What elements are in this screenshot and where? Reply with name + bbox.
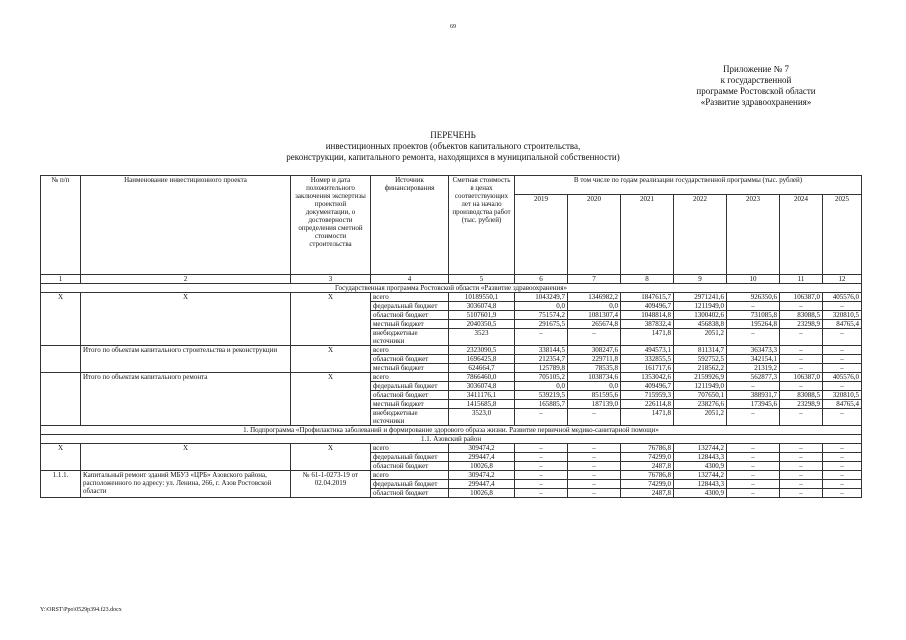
header-year: 2023 — [727, 195, 780, 275]
column-number: 6 — [515, 275, 568, 284]
expertise-cell: X — [291, 373, 371, 426]
funding-source-cell: областной бюджет — [371, 391, 449, 400]
year-value-cell: – — [727, 382, 780, 391]
year-value-cell: 0,0 — [568, 382, 621, 391]
year-value-cell: 0,0 — [515, 302, 568, 311]
year-value-cell: 811314,7 — [674, 346, 727, 355]
year-value-cell: – — [823, 355, 862, 364]
year-value-cell: 4300,9 — [674, 462, 727, 471]
year-value-cell: – — [780, 489, 823, 498]
year-value-cell: – — [568, 329, 621, 346]
year-value-cell: 229711,8 — [568, 355, 621, 364]
year-value-cell: 1346982,2 — [568, 293, 621, 302]
year-value-cell: 132744,2 — [674, 444, 727, 453]
year-value-cell: 0,0 — [568, 302, 621, 311]
funding-source-cell: всего — [371, 293, 449, 302]
year-value-cell: 405576,0 — [823, 373, 862, 382]
column-numbers-row — [41, 275, 862, 284]
year-value-cell: 173945,6 — [727, 400, 780, 409]
annex-line: к государственной — [720, 75, 792, 85]
column-number: 11 — [780, 275, 823, 284]
year-value-cell: 388931,7 — [727, 391, 780, 400]
section-title: Государственная программа Ростовской области «Развитие здравоохранения» — [41, 284, 862, 293]
year-value-cell: 1300402,6 — [674, 311, 727, 320]
year-value-cell: 2487,8 — [621, 489, 674, 498]
project-name-cell: X — [81, 293, 291, 346]
year-value-cell: 1211949,0 — [674, 382, 727, 391]
year-value-cell: – — [780, 302, 823, 311]
year-value-cell: 106387,0 — [780, 293, 823, 302]
year-value-cell: – — [823, 364, 862, 373]
funding-source-cell: всего — [371, 471, 449, 480]
funding-source-cell: областной бюджет — [371, 311, 449, 320]
year-value-cell: 338144,5 — [515, 346, 568, 355]
title-line: инвестиционных проектов (объектов капитального строительства, — [325, 141, 581, 151]
row-number-cell: X — [41, 293, 81, 346]
year-value-cell: 1847615,7 — [621, 293, 674, 302]
year-value-cell: 78535,8 — [568, 364, 621, 373]
year-value-cell: – — [780, 462, 823, 471]
year-value-cell: 212354,7 — [515, 355, 568, 364]
year-value-cell: – — [780, 382, 823, 391]
year-value-cell: – — [515, 329, 568, 346]
year-value-cell: 125789,8 — [515, 364, 568, 373]
year-value-cell: 226114,8 — [621, 400, 674, 409]
year-value-cell: – — [515, 444, 568, 453]
section-row — [41, 435, 862, 444]
year-value-cell: 76786,8 — [621, 471, 674, 480]
year-value-cell: – — [568, 444, 621, 453]
year-value-cell: 715959,3 — [621, 391, 674, 400]
year-value-cell: 851595,6 — [568, 391, 621, 400]
column-number: 8 — [621, 275, 674, 284]
year-value-cell: – — [823, 471, 862, 480]
estimated-cost-cell: 2040350,5 — [449, 320, 515, 329]
annex-line: Приложение № 7 — [723, 64, 789, 74]
funding-source-cell: всего — [371, 373, 449, 382]
header-years-title: В том числе по годам реализации государственной программы (тыс. рублей) — [515, 176, 862, 195]
header-year: 2024 — [780, 195, 823, 275]
estimated-cost-cell: 5107601,9 — [449, 311, 515, 320]
year-value-cell: 291675,5 — [515, 320, 568, 329]
year-value-cell: 83088,5 — [780, 391, 823, 400]
year-value-cell: 2051,2 — [674, 329, 727, 346]
year-value-cell: 707650,1 — [674, 391, 727, 400]
year-value-cell: – — [780, 355, 823, 364]
year-value-cell: 238276,6 — [674, 400, 727, 409]
funding-source-cell: всего — [371, 346, 449, 355]
year-value-cell: 409496,7 — [621, 302, 674, 311]
estimated-cost-cell: 10189550,1 — [449, 293, 515, 302]
file-path: Y:\ORST\Ppo\0529p394.f23.docx — [40, 607, 122, 613]
year-value-cell: 1353042,6 — [621, 373, 674, 382]
year-value-cell: – — [780, 364, 823, 373]
row-number-cell — [41, 346, 81, 373]
funding-source-cell: внебюджетные источники — [371, 409, 449, 426]
estimated-cost-cell: 299447,4 — [449, 480, 515, 489]
year-value-cell: 1043249,7 — [515, 293, 568, 302]
funding-source-cell: внебюджетные источники — [371, 329, 449, 346]
funding-source-cell: областной бюджет — [371, 462, 449, 471]
header-year: 2019 — [515, 195, 568, 275]
year-value-cell: 132744,2 — [674, 471, 727, 480]
expertise-cell: X — [291, 346, 371, 373]
estimated-cost-cell: 3523,0 — [449, 409, 515, 426]
year-value-cell: – — [780, 329, 823, 346]
year-value-cell: 2971241,6 — [674, 293, 727, 302]
year-value-cell: 409496,7 — [621, 382, 674, 391]
year-value-cell: 308247,6 — [568, 346, 621, 355]
column-number: 5 — [449, 275, 515, 284]
column-number: 1 — [41, 275, 81, 284]
table-row — [41, 293, 862, 302]
funding-source-cell: федеральный бюджет — [371, 382, 449, 391]
year-value-cell: – — [727, 453, 780, 462]
year-value-cell: – — [823, 444, 862, 453]
year-value-cell: – — [823, 382, 862, 391]
year-value-cell: 23298,9 — [780, 320, 823, 329]
column-number: 12 — [823, 275, 862, 284]
year-value-cell: 705105,2 — [515, 373, 568, 382]
year-value-cell: 405576,0 — [823, 293, 862, 302]
year-value-cell: – — [515, 480, 568, 489]
estimated-cost-cell: 1696425,8 — [449, 355, 515, 364]
year-value-cell: 84765,4 — [823, 400, 862, 409]
year-value-cell: 74299,0 — [621, 480, 674, 489]
year-value-cell: 456838,8 — [674, 320, 727, 329]
header-funding-source: Источник финансирования — [371, 176, 449, 275]
year-value-cell: 2051,2 — [674, 409, 727, 426]
year-value-cell: – — [823, 489, 862, 498]
year-value-cell: – — [823, 480, 862, 489]
header-estimated-cost: Сметная стоимость в ценах соответствующих лет на начало производства работ (тыс. рублей) — [449, 176, 515, 275]
project-name-cell: Капитальный ремонт зданий МБУЗ «ЦРБ» Азовского района, расположенного по адресу: ул. Ленина, 266, г. Азов Ростовской области — [81, 471, 291, 498]
year-value-cell: – — [727, 471, 780, 480]
year-value-cell: – — [823, 462, 862, 471]
year-value-cell: – — [780, 346, 823, 355]
project-name-cell: Итого по объектам капитального строительства и реконструкции — [81, 346, 291, 373]
year-value-cell: 342154,1 — [727, 355, 780, 364]
year-value-cell: 1038734,6 — [568, 373, 621, 382]
year-value-cell: 1081307,4 — [568, 311, 621, 320]
project-name-cell: Итого по объектам капитального ремонта — [81, 373, 291, 426]
title-line: ПЕРЕЧЕНЬ — [430, 130, 476, 140]
year-value-cell: – — [727, 462, 780, 471]
year-value-cell: 4300,9 — [674, 489, 727, 498]
year-value-cell: 387832,4 — [621, 320, 674, 329]
annex-line: «Развитие здравоохранения» — [700, 97, 812, 107]
funding-source-cell: федеральный бюджет — [371, 453, 449, 462]
year-value-cell: – — [727, 489, 780, 498]
estimated-cost-cell: 3036074,8 — [449, 302, 515, 311]
column-number: 9 — [674, 275, 727, 284]
year-value-cell: – — [515, 453, 568, 462]
year-value-cell: – — [727, 480, 780, 489]
project-name-cell: X — [81, 444, 291, 471]
year-value-cell: 84765,4 — [823, 320, 862, 329]
header-year: 2021 — [621, 195, 674, 275]
year-value-cell: 2487,8 — [621, 462, 674, 471]
year-value-cell: – — [515, 409, 568, 426]
estimated-cost-cell: 3411176,1 — [449, 391, 515, 400]
year-value-cell: 218562,2 — [674, 364, 727, 373]
year-value-cell: 161717,6 — [621, 364, 674, 373]
estimated-cost-cell: 3036074,8 — [449, 382, 515, 391]
year-value-cell: 494573,1 — [621, 346, 674, 355]
year-value-cell: – — [823, 302, 862, 311]
year-value-cell: – — [727, 302, 780, 311]
funding-source-cell: областной бюджет — [371, 489, 449, 498]
year-value-cell: 1048814,8 — [621, 311, 674, 320]
year-value-cell: – — [823, 346, 862, 355]
year-value-cell: – — [727, 444, 780, 453]
title-line: реконструкции, капитального ремонта, находящихся в муниципальной собственности) — [286, 152, 620, 162]
year-value-cell: – — [823, 453, 862, 462]
year-value-cell: 539219,5 — [515, 391, 568, 400]
row-number-cell: 1.1.1. — [41, 471, 81, 498]
funding-source-cell: местный бюджет — [371, 400, 449, 409]
page-number: 69 — [450, 24, 456, 30]
year-value-cell: – — [568, 480, 621, 489]
estimated-cost-cell: 10026,8 — [449, 462, 515, 471]
column-number: 4 — [371, 275, 449, 284]
section-title: 1. Подпрограмма «Профилактика заболеваний и формирование здорового образа жизни. Развитие первичной медико-санитарной помощи» — [41, 426, 862, 435]
year-value-cell: 165885,7 — [515, 400, 568, 409]
column-number: 7 — [568, 275, 621, 284]
section-row — [41, 284, 862, 293]
year-value-cell: – — [780, 444, 823, 453]
year-value-cell: – — [823, 409, 862, 426]
estimated-cost-cell: 309474,2 — [449, 471, 515, 480]
year-value-cell: – — [780, 480, 823, 489]
year-value-cell: – — [515, 489, 568, 498]
year-value-cell: 83088,5 — [780, 311, 823, 320]
year-value-cell: 106387,0 — [780, 373, 823, 382]
year-value-cell: 1211949,0 — [674, 302, 727, 311]
year-value-cell: 1471,8 — [621, 329, 674, 346]
column-number: 3 — [291, 275, 371, 284]
year-value-cell: – — [780, 471, 823, 480]
funding-source-cell: местный бюджет — [371, 364, 449, 373]
table-row — [41, 373, 862, 382]
funding-source-cell: местный бюджет — [371, 320, 449, 329]
year-value-cell: – — [780, 409, 823, 426]
expertise-cell: X — [291, 293, 371, 346]
estimated-cost-cell: 10026,8 — [449, 489, 515, 498]
year-value-cell: – — [515, 462, 568, 471]
header-row — [41, 176, 862, 195]
section-title: 1.1. Азовский район — [41, 435, 862, 444]
year-value-cell: 128443,3 — [674, 480, 727, 489]
year-value-cell: – — [568, 409, 621, 426]
header-year: 2025 — [823, 195, 862, 275]
annex-line: программе Ростовской области — [696, 86, 816, 96]
estimated-cost-cell: 624664,7 — [449, 364, 515, 373]
year-value-cell: 21319,2 — [727, 364, 780, 373]
expertise-cell: № 61-1-0273-19 от 02.04.2019 — [291, 471, 371, 498]
row-number-cell — [41, 373, 81, 426]
header-year: 2020 — [568, 195, 621, 275]
year-value-cell: – — [727, 409, 780, 426]
header-year: 2022 — [674, 195, 727, 275]
funding-source-cell: федеральный бюджет — [371, 480, 449, 489]
section-row — [41, 426, 862, 435]
year-value-cell: 23298,9 — [780, 400, 823, 409]
document-title — [0, 130, 906, 163]
funding-source-cell: федеральный бюджет — [371, 302, 449, 311]
year-value-cell: 76786,8 — [621, 444, 674, 453]
year-value-cell: 562877,3 — [727, 373, 780, 382]
year-value-cell: 926350,6 — [727, 293, 780, 302]
investment-projects-table — [40, 175, 862, 498]
year-value-cell: 128443,3 — [674, 453, 727, 462]
year-value-cell: – — [780, 453, 823, 462]
year-value-cell: – — [568, 462, 621, 471]
expertise-cell: X — [291, 444, 371, 471]
estimated-cost-cell: 309474,2 — [449, 444, 515, 453]
year-value-cell: 265674,8 — [568, 320, 621, 329]
year-value-cell: – — [823, 329, 862, 346]
annex-note — [666, 64, 846, 108]
estimated-cost-cell: 3523 — [449, 329, 515, 346]
estimated-cost-cell: 2323090,5 — [449, 346, 515, 355]
year-value-cell: 187139,0 — [568, 400, 621, 409]
row-number-cell: X — [41, 444, 81, 471]
header-expertise: Номер и дата положительного заключения экспертизы проектной документации, о достоверности определения сметной стоимости строительства — [291, 176, 371, 275]
year-value-cell: 74299,0 — [621, 453, 674, 462]
funding-source-cell: областной бюджет — [371, 355, 449, 364]
year-value-cell: 195264,8 — [727, 320, 780, 329]
year-value-cell: 320810,5 — [823, 391, 862, 400]
year-value-cell: 0,0 — [515, 382, 568, 391]
table-row — [41, 471, 862, 480]
header-project-name: Наименование инвестиционного проекта — [81, 176, 291, 275]
year-value-cell: 592752,5 — [674, 355, 727, 364]
estimated-cost-cell: 1415685,8 — [449, 400, 515, 409]
estimated-cost-cell: 299447,4 — [449, 453, 515, 462]
header-number: № п/п — [41, 176, 81, 275]
year-value-cell: 731085,8 — [727, 311, 780, 320]
year-value-cell: – — [515, 471, 568, 480]
year-value-cell: – — [568, 471, 621, 480]
year-value-cell: 751574,2 — [515, 311, 568, 320]
year-value-cell: 332855,5 — [621, 355, 674, 364]
year-value-cell: 2159926,9 — [674, 373, 727, 382]
year-value-cell: 320810,5 — [823, 311, 862, 320]
table-row — [41, 346, 862, 355]
column-number: 10 — [727, 275, 780, 284]
column-number: 2 — [81, 275, 291, 284]
funding-source-cell: всего — [371, 444, 449, 453]
year-value-cell: 1471,8 — [621, 409, 674, 426]
year-value-cell: 363473,3 — [727, 346, 780, 355]
year-value-cell: – — [568, 489, 621, 498]
table-row — [41, 444, 862, 453]
year-value-cell: – — [727, 329, 780, 346]
estimated-cost-cell: 7866460,0 — [449, 373, 515, 382]
year-value-cell: – — [568, 453, 621, 462]
